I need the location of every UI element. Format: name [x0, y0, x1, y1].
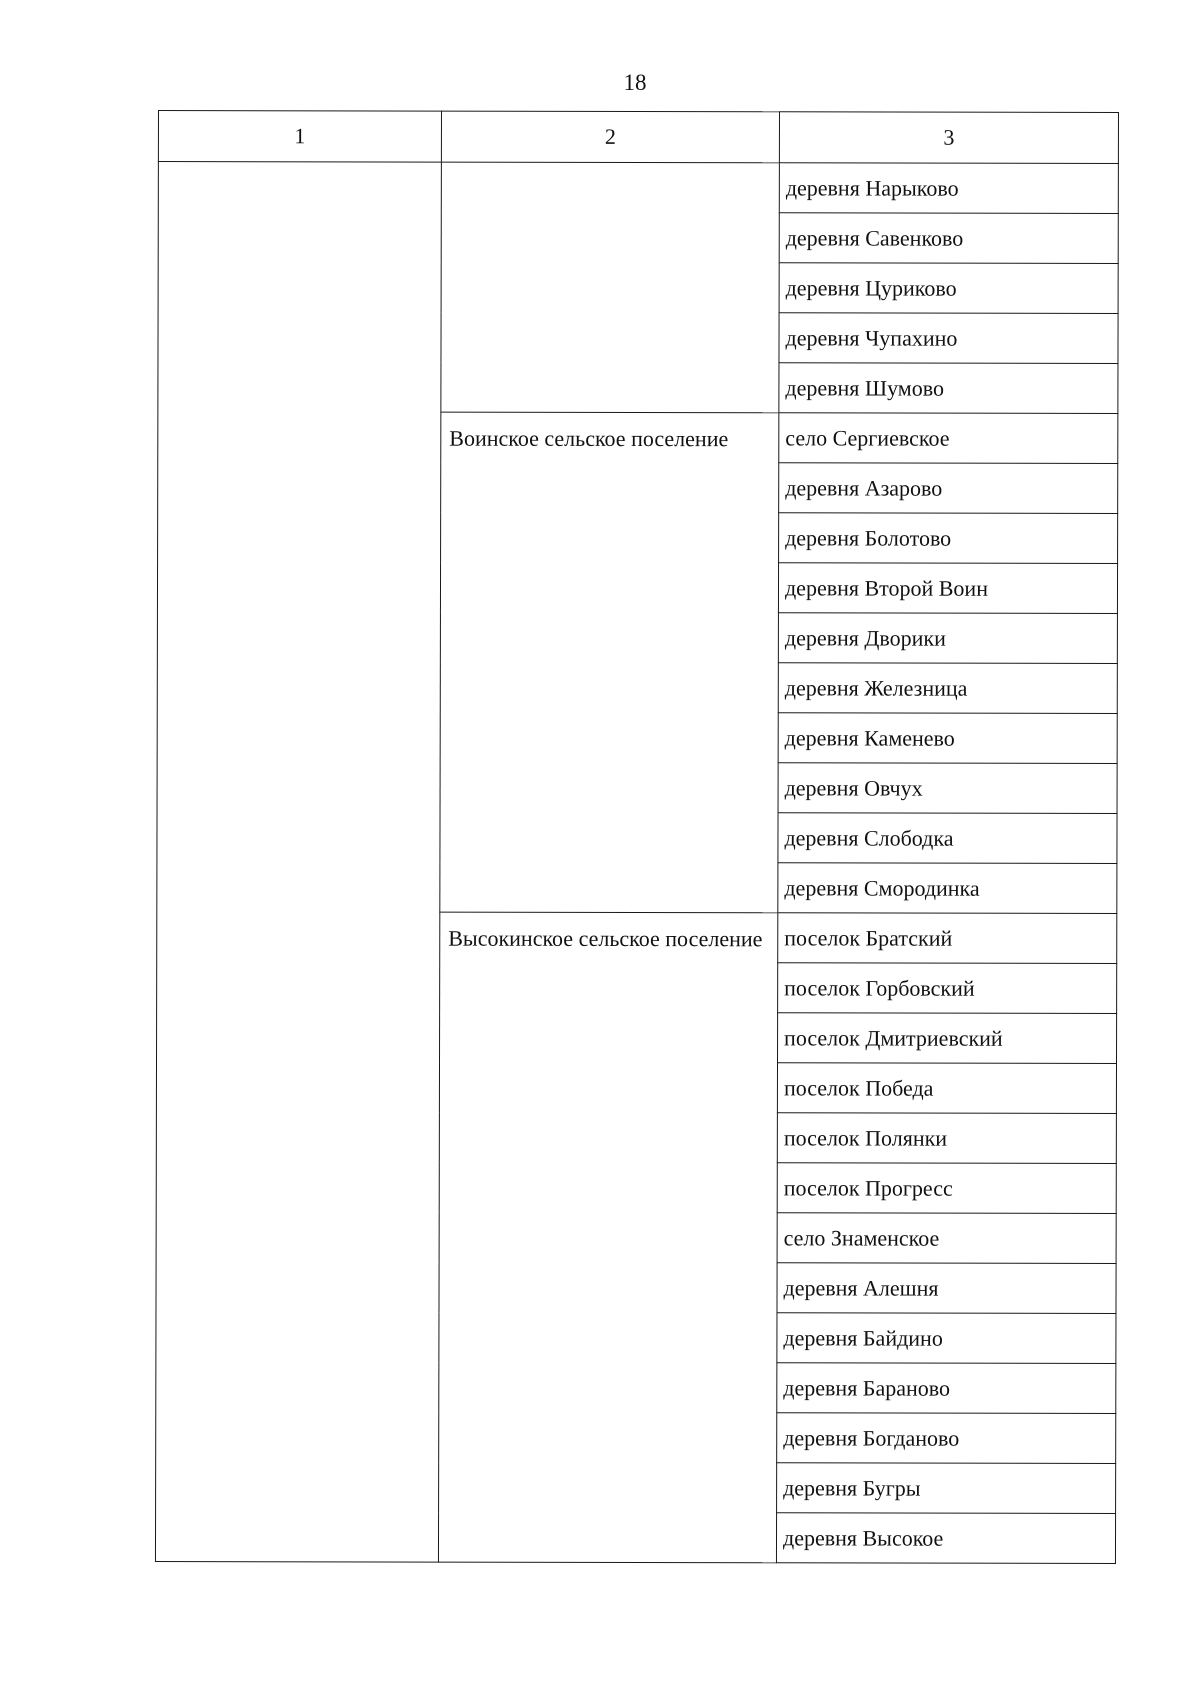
- locality-cell: деревня Цуриково: [779, 263, 1118, 314]
- locality-cell: деревня Дворики: [778, 613, 1117, 664]
- locality-cell: деревня Байдино: [777, 1313, 1116, 1364]
- locality-cell: деревня Богданово: [777, 1413, 1116, 1464]
- column-header-3: 3: [779, 112, 1118, 164]
- locality-cell: село Сергиевское: [779, 413, 1118, 464]
- settlement-cell: [441, 162, 780, 413]
- locality-cell: поселок Победа: [777, 1063, 1116, 1114]
- column-header-2: 2: [441, 111, 779, 163]
- locality-cell: деревня Шумово: [779, 363, 1118, 414]
- settlement-cell: Воинское сельское поселение: [440, 412, 779, 913]
- locality-cell: поселок Братский: [778, 913, 1117, 964]
- table-body: [155, 162, 1118, 1564]
- locality-cell: поселок Полянки: [777, 1113, 1116, 1164]
- locality-cell: поселок Прогресс: [777, 1163, 1116, 1214]
- locality-cell: поселок Горбовский: [778, 963, 1117, 1014]
- locality-cell: деревня Болотово: [779, 513, 1118, 564]
- locality-cell: деревня Высокое: [776, 1513, 1115, 1564]
- locality-cell: село Знаменское: [777, 1213, 1116, 1264]
- locality-cell: деревня Савенково: [779, 213, 1118, 264]
- locality-cell: деревня Бараново: [777, 1363, 1116, 1414]
- locality-cell: деревня Каменево: [778, 713, 1117, 764]
- locality-cell: деревня Слободка: [778, 813, 1117, 864]
- locality-cell: деревня Овчух: [778, 763, 1117, 814]
- locality-cell: деревня Смородинка: [778, 863, 1117, 914]
- column-header-1: 1: [158, 111, 441, 163]
- header-row: [158, 111, 1118, 164]
- locality-cell: поселок Дмитриевский: [778, 1013, 1117, 1064]
- table-header: [158, 111, 1118, 164]
- settlement-cell: Высокинское сельское поселение: [438, 912, 777, 1563]
- locality-cell: деревня Нарыково: [779, 163, 1118, 214]
- locality-cell: деревня Бугры: [777, 1463, 1116, 1514]
- locality-cell: деревня Второй Воин: [778, 563, 1117, 614]
- page-number: 18: [623, 70, 647, 95]
- district-cell: [155, 162, 441, 1563]
- locality-cell: деревня Алешня: [777, 1263, 1116, 1314]
- settlements-table: [155, 110, 1119, 1564]
- table-row: [158, 162, 1118, 214]
- locality-cell: деревня Железница: [778, 663, 1117, 714]
- locality-cell: деревня Чупахино: [779, 313, 1118, 364]
- locality-cell: деревня Азарово: [779, 463, 1118, 514]
